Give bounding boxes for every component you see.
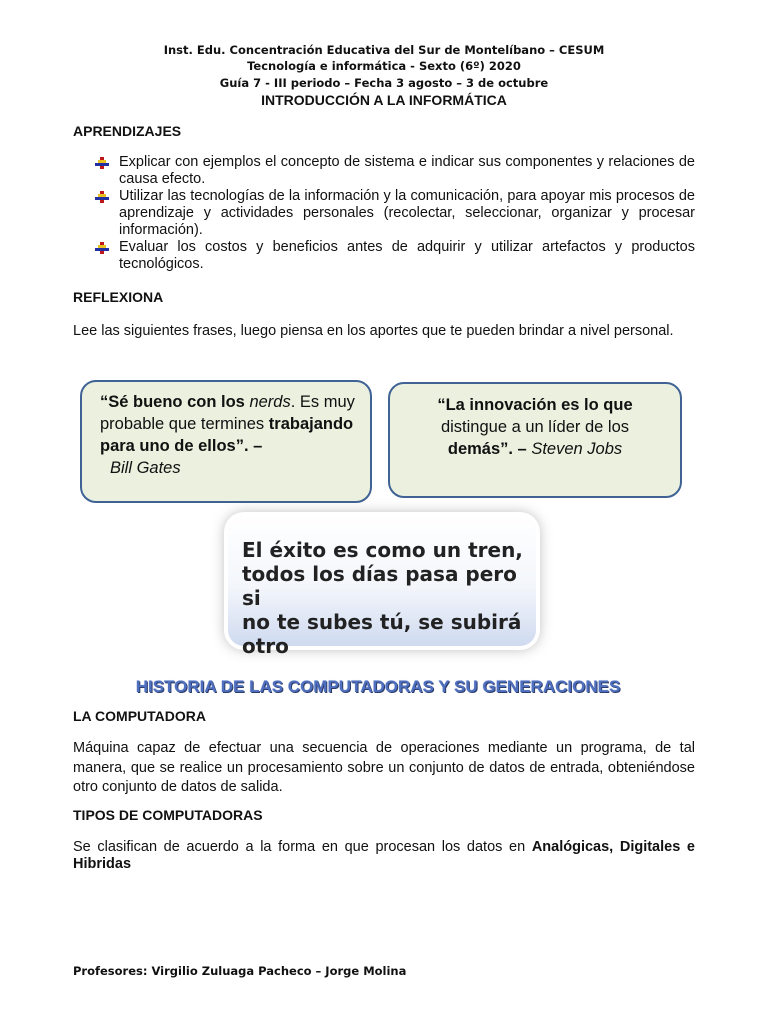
reflexiona-text: Lee las siguientes frases, luego piensa en los aportes que te pueden brindar a nivel personal. [73,323,674,339]
list-item-text: Utilizar las tecnologías de la información y la comunicación, para apoyar mis procesos de aprendizaje y actividades personales (recolectar, seleccionar, organizar y procesar información). [119,188,695,238]
guide-line: Guía 7 - III periodo – Fecha 3 agosto – 3 de octubre [219,76,549,90]
computadora-text: Máquina capaz de efectuar una secuencia de operaciones mediante un programa, de tal manera, que se realice un procesamiento sobre un conjunto de datos de entrada, obteniéndose otro conjunto de datos de salida. [73,740,695,795]
quote-steve-jobs [388,382,682,498]
document-title: INTRODUCCIÓN A LA INFORMÁTICA [261,92,507,108]
reflexiona-heading: REFLEXIONA [73,289,164,305]
quote-author: Bill Gates [110,459,181,477]
quote-author: Steven Jobs [531,440,623,458]
list-item-text: Evaluar los costos y beneficios antes de adquirir y utilizar artefactos y productos tecnológicos. [119,239,695,272]
quote-rest: . Es muy probable que termines [100,393,355,433]
list-item [95,154,695,188]
bullet-icon [95,157,109,169]
quote-line: no te subes tú, se subirá [242,610,522,634]
quote-bold: trabajando para uno de ellos”. – [100,415,354,455]
quote-line: El éxito es como un tren, [242,538,523,562]
aprendizajes-list [95,154,695,273]
quote-exito-image [228,516,536,658]
quote-middle: distingue a un líder de los [440,418,630,436]
tipos-bold: Analógicas, Digitales e Hibridas [73,839,695,872]
computadora-heading: LA COMPUTADORA [73,708,206,724]
bullet-icon [95,242,109,254]
quote-bill-gates [80,380,372,503]
historia-title: HISTORIA DE LAS COMPUTADORAS Y SU GENERACIONES [135,677,621,696]
list-item [95,239,695,273]
course-line: Tecnología e informática - Sexto (6º) 2020 [247,59,521,73]
bullet-icon [95,191,109,203]
tipos-paragraph [73,839,695,873]
quote-open: “Sé bueno con los [100,393,250,411]
quote-line: otro [242,634,289,658]
tipos-heading: TIPOS DE COMPUTADORAS [73,807,263,823]
quote-open: “La innovación es lo que [437,396,633,414]
footer-teachers: Profesores: Virgilio Zuluaga Pacheco – Jorge Molina [73,964,407,978]
quote-emphasis: nerds [249,393,291,411]
list-item [95,188,695,239]
list-item-text: Explicar con ejemplos el concepto de sistema e indicar sus componentes y relaciones de causa efecto. [119,154,695,187]
school-name: Inst. Edu. Concentración Educativa del Sur de Montelíbano – CESUM [163,43,605,57]
quote-bold: demás”. – [447,440,527,458]
tipos-text: Se clasifican de acuerdo a la forma en que procesan los datos en [73,839,532,855]
quote-line: todos los días pasa pero si [242,562,517,610]
aprendizajes-heading: APRENDIZAJES [73,123,182,139]
